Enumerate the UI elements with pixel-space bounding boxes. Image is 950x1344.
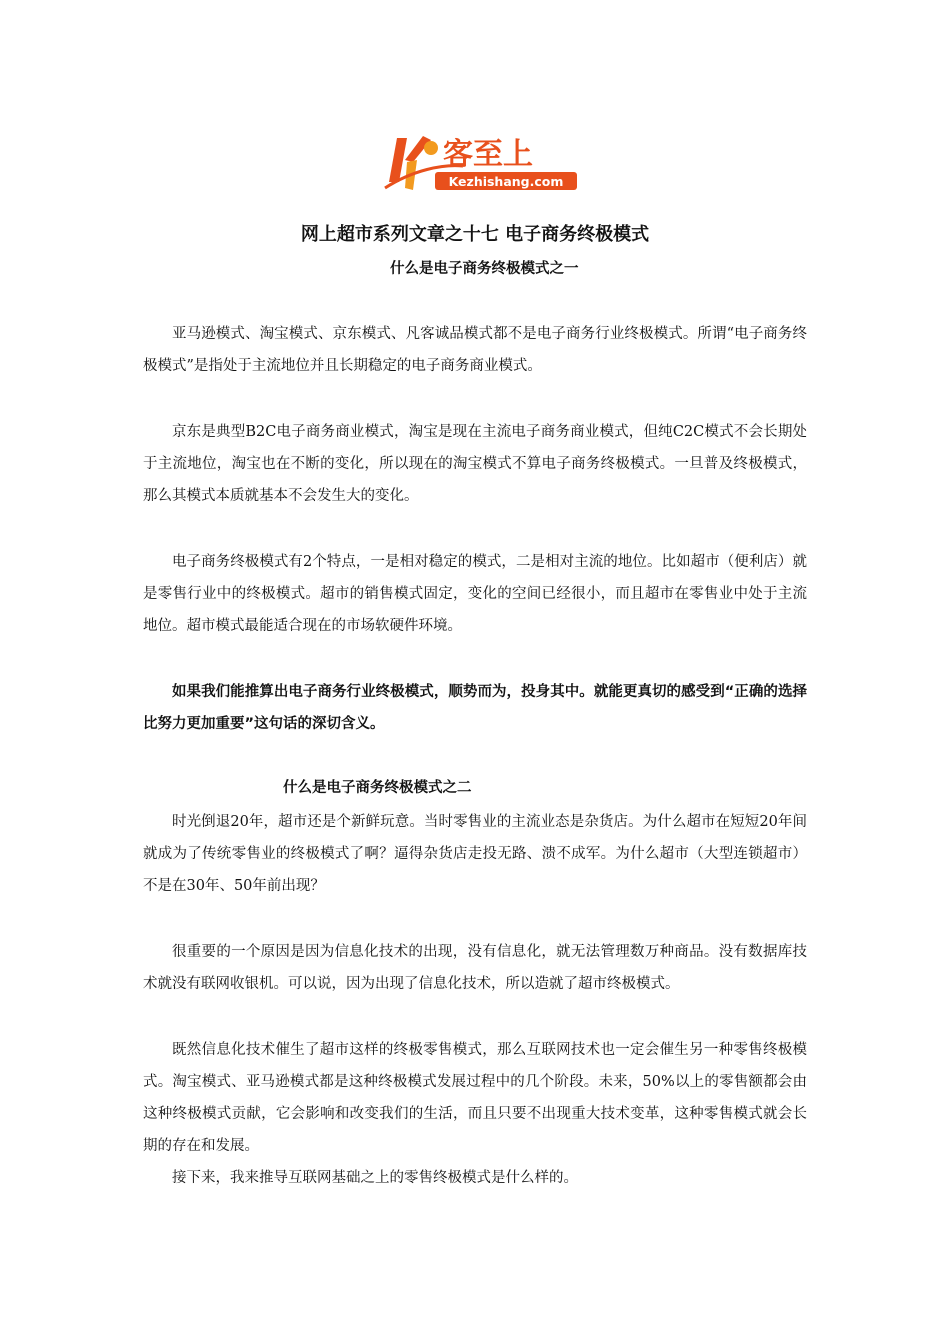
logo-graphic: [383, 130, 579, 194]
section-two-heading: 什么是电子商务终极模式之二: [283, 780, 472, 796]
paragraph: 京东是典型B2C电子商务商业模式，淘宝是现在主流电子商务商业模式，但纯C2C模式不会长期处于主流地位，淘宝也在不断的变化，所以现在的淘宝模式不算电子商务终极模式。一旦普及终极模式，那么其模式本质就基本不会发生大的变化。: [143, 424, 807, 504]
paragraph: 时光倒退20年，超市还是个新鲜玩意。当时零售业的主流业态是杂货店。为什么超市在短短20年间就成为了传统零售业的终极模式了啊？逼得杂货店走投无路、溃不成军。为什么超市（大型连锁超市）不是在30年、50年前出现？: [143, 814, 807, 894]
logo-k-stem: [389, 138, 407, 182]
paragraph: 电子商务终极模式有2个特点，一是相对稳定的模式，二是相对主流的地位。比如超市（便利店）就是零售行业中的终极模式。超市的销售模式固定，变化的空间已经很小，而且超市在零售业中处于主流地位。超市模式最能适合现在的市场软硬件环境。: [143, 554, 807, 634]
paragraph: 很重要的一个原因是因为信息化技术的出现，没有信息化，就无法管理数万种商品。没有数据库技术就没有联网收银机。可以说，因为出现了信息化技术，所以造就了超市终极模式。: [143, 944, 807, 992]
paragraph: 既然信息化技术催生了超市这样的终极零售模式，那么互联网技术也一定会催生另一种零售终极模式。淘宝模式、亚马逊模式都是这种终极模式发展过程中的几个阶段。未来，50%以上的零售额都会由这种终极模式贡献，它会影响和改变我们的生活，而且只要不出现重大技术变革，这种零售模式就会长期的存在和发展。: [143, 1042, 807, 1154]
emphasis-paragraph: 如果我们能推算出电子商务行业终极模式，顺势而为，投身其中。就能更真切的感受到“正确的选择比努力更加重要”这句话的深切含义。: [143, 684, 807, 732]
logo-dot: [424, 141, 438, 155]
article-title: 网上超市系列文章之十七 电子商务终极模式: [300, 224, 650, 245]
kezhishang-logo: [383, 130, 579, 194]
paragraph: 亚马逊模式、淘宝模式、京东模式、凡客诚品模式都不是电子商务行业终极模式。所谓“电子商务终极模式”是指处于主流地位并且长期稳定的电子商务商业模式。: [143, 326, 807, 374]
logo-chinese-text: 客至上: [443, 137, 533, 172]
logo-domain-text: Kezhishang.com: [448, 174, 564, 189]
section-one-heading: 什么是电子商务终极模式之一: [390, 261, 579, 277]
paragraph: 接下来，我来推导互联网基础之上的零售终极模式是什么样的。: [172, 1170, 578, 1186]
